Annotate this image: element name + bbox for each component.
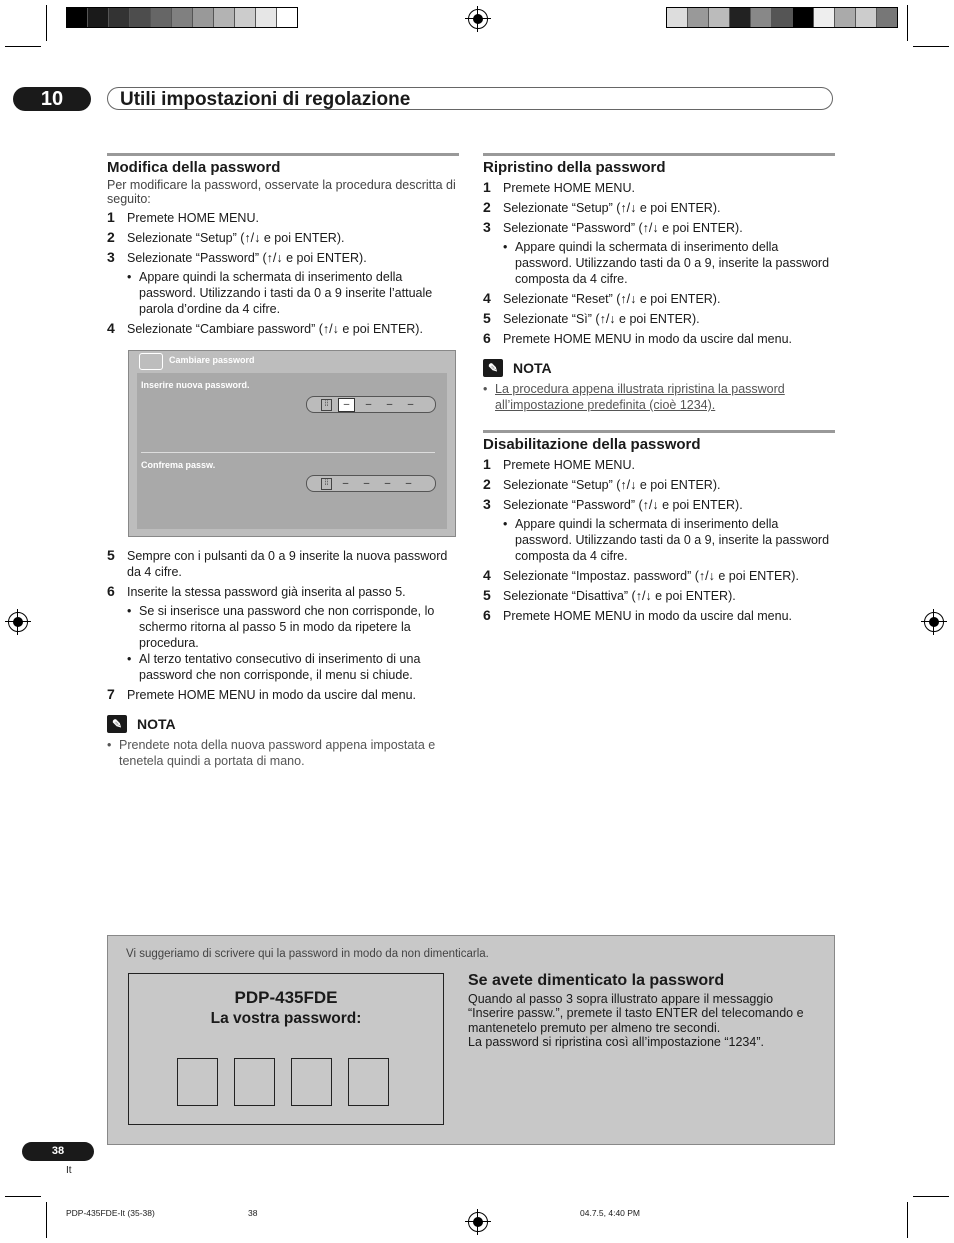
step-number: 2 [483, 199, 491, 215]
confirm-password-label: Confrema passw. [141, 460, 216, 470]
step-item [107, 250, 459, 266]
file-name: PDP-435FDE-It (35-38) [66, 1208, 155, 1218]
step-number: 3 [107, 249, 115, 265]
step-item [483, 457, 835, 473]
note-heading: ✎ NOTA [483, 359, 835, 377]
note-text: • La procedura appena illustrata ripristina la password all’impostazione predefinita (cioè 1234). [483, 381, 835, 413]
registration-mark-icon [924, 612, 944, 632]
model-name: PDP-435FDE [234, 988, 338, 1007]
forgot-title: Se avete dimenticato la password [468, 972, 725, 989]
print-date: 04.7.5, 4:40 PM [580, 1208, 641, 1218]
step-item [483, 477, 835, 493]
step-text: Selezionate “Disattiva” (↑/↓ e poi ENTER). [503, 589, 736, 603]
step-text: Selezionate “Setup” (↑/↓ e poi ENTER). [503, 201, 721, 215]
new-password-field: ⁞⁞ – – – – [306, 396, 436, 413]
confirm-password-field: ⁞⁞ – – – – [306, 475, 436, 492]
section-intro: Per modificare la password, osservate la procedura descritta di seguito: [107, 178, 456, 206]
step-item [483, 200, 835, 216]
page-center: 38 [248, 1208, 258, 1218]
step-number: 2 [483, 476, 491, 492]
step-text: Selezionate “Reset” (↑/↓ e poi ENTER). [503, 292, 721, 306]
section-title: Modifica della password [107, 159, 281, 176]
keypad-icon: ⁞⁞ [321, 478, 332, 490]
step-item [483, 568, 835, 584]
section-change-password-cont [107, 544, 459, 769]
step-bullet: • Al terzo tentativo consecutivo di inserimento di una password che non corrisponde, il menu si chiude. [107, 651, 459, 683]
password-digit-box [291, 1058, 332, 1106]
step-text: Selezionate “Password” (↑/↓ e poi ENTER). [127, 251, 367, 265]
step-item [483, 311, 835, 327]
step-item [483, 291, 835, 307]
keypad-icon: ⁞⁞ [321, 399, 332, 411]
step-list [107, 210, 459, 337]
step-item [483, 497, 835, 513]
step-text: Sempre con i pulsanti da 0 a 9 inserite la nuova password da 4 cifre. [127, 549, 448, 579]
step-text: Selezionate “Sì” (↑/↓ e poi ENTER). [503, 312, 700, 326]
step-number: 5 [483, 587, 491, 603]
step-list [483, 180, 835, 347]
step-item [107, 548, 459, 580]
password-digit-box [348, 1058, 389, 1106]
step-item [483, 180, 835, 196]
password-screen-illustration [128, 350, 456, 537]
step-item [483, 608, 835, 624]
registration-mark-icon [8, 612, 28, 632]
memo-hint: Vi suggeriamo di scrivere qui la password in modo da non dimenticarla. [126, 948, 489, 960]
step-item [107, 210, 459, 226]
section-change-password [107, 153, 459, 340]
step-number: 6 [483, 330, 491, 346]
step-text: Premete HOME MENU in modo da uscire dal menu. [127, 688, 416, 702]
page-number: 38 [22, 1142, 94, 1161]
tv-menu-icon [139, 353, 163, 370]
step-number: 4 [483, 290, 491, 306]
step-number: 3 [483, 496, 491, 512]
step-text: Premete HOME MENU in modo da uscire dal menu. [503, 332, 792, 346]
step-number: 6 [483, 607, 491, 623]
password-memo-panel [107, 935, 835, 1145]
pencil-icon: ✎ [483, 359, 503, 377]
step-item [107, 584, 459, 600]
password-digit-box [234, 1058, 275, 1106]
step-list [483, 457, 835, 624]
forgot-text-2: La password si ripristina così all’impostazione “1234”. [468, 1035, 764, 1049]
registration-mark-icon [468, 1212, 488, 1232]
forgot-text: Quando al passo 3 sopra illustrato appare il messaggio “Inserire passw.”, premete il tasto ENTER del telecomando e mantenetelo premuto per almeno tre secondi. [468, 991, 804, 1035]
step-text: Selezionate “Impostaz. password” (↑/↓ e poi ENTER). [503, 569, 799, 583]
step-text: Selezionate “Password” (↑/↓ e poi ENTER). [503, 498, 743, 512]
step-number: 2 [107, 229, 115, 245]
step-number: 5 [107, 547, 115, 563]
step-item [107, 230, 459, 246]
section-title: Ripristino della password [483, 159, 666, 176]
step-bullet: • Se si inserisce una password che non corrisponde, lo schermo ritorna al passo 5 in modo da ripetere la procedura. [107, 603, 459, 651]
section-disable-password [483, 430, 835, 627]
step-list [107, 548, 459, 703]
step-text: Premete HOME MENU. [503, 458, 635, 472]
registration-mark-icon [468, 9, 488, 29]
step-number: 3 [483, 219, 491, 235]
step-number: 4 [107, 320, 115, 336]
step-item [483, 331, 835, 347]
step-text: Premete HOME MENU. [503, 181, 635, 195]
section-title: Disabilitazione della password [483, 436, 701, 453]
step-number: 1 [483, 456, 491, 472]
step-number: 1 [107, 209, 115, 225]
section-reset-password [483, 153, 835, 413]
password-card [128, 973, 444, 1125]
step-text: Premete HOME MENU in modo da uscire dal menu. [503, 609, 792, 623]
step-text: Selezionate “Setup” (↑/↓ e poi ENTER). [503, 478, 721, 492]
step-item [107, 321, 459, 337]
step-number: 4 [483, 567, 491, 583]
step-number: 1 [483, 179, 491, 195]
step-item [483, 220, 835, 236]
step-bullet: • Appare quindi la schermata di inserimento della password. Utilizzando tasti da 0 a 9, inserite la password composta da 4 cifre. [483, 516, 835, 564]
step-bullet: • Appare quindi la schermata di inserimento della password. Utilizzando i tasti da 0 a 9 inserite l’attuale parola d’ordine da 4 cifre. [107, 269, 459, 317]
step-number: 5 [483, 310, 491, 326]
language-code: It [66, 1165, 72, 1176]
step-number: 6 [107, 583, 115, 599]
chapter-title: Utili impostazioni di regolazione [107, 87, 833, 110]
step-text: Selezionate “Setup” (↑/↓ e poi ENTER). [127, 231, 345, 245]
step-bullet: • Appare quindi la schermata di inserimento della password. Utilizzando tasti da 0 a 9, inserite la password composta da 4 cifre. [483, 239, 835, 287]
step-item [107, 687, 459, 703]
step-text: Selezionate “Password” (↑/↓ e poi ENTER). [503, 221, 743, 235]
step-item [483, 588, 835, 604]
password-digit-box [177, 1058, 218, 1106]
note-heading: ✎ NOTA [107, 715, 459, 733]
note-text: • Prendete nota della nuova password appena impostata e tenetela quindi a portata di mano. [107, 737, 459, 769]
step-text: Premete HOME MENU. [127, 211, 259, 225]
step-text: Inserite la stessa password già inserita al passo 5. [127, 585, 406, 599]
grayscale-bar-left [66, 7, 298, 28]
chapter-number: 10 [13, 87, 91, 111]
pencil-icon: ✎ [107, 715, 127, 733]
step-text: Selezionate “Cambiare password” (↑/↓ e poi ENTER). [127, 322, 423, 336]
grayscale-bar-right [666, 7, 898, 28]
screen-title: Cambiare password [169, 355, 255, 365]
new-password-label: Inserire nuova password. [141, 380, 250, 390]
your-password-label: La vostra password: [210, 1010, 362, 1027]
step-number: 7 [107, 686, 115, 702]
